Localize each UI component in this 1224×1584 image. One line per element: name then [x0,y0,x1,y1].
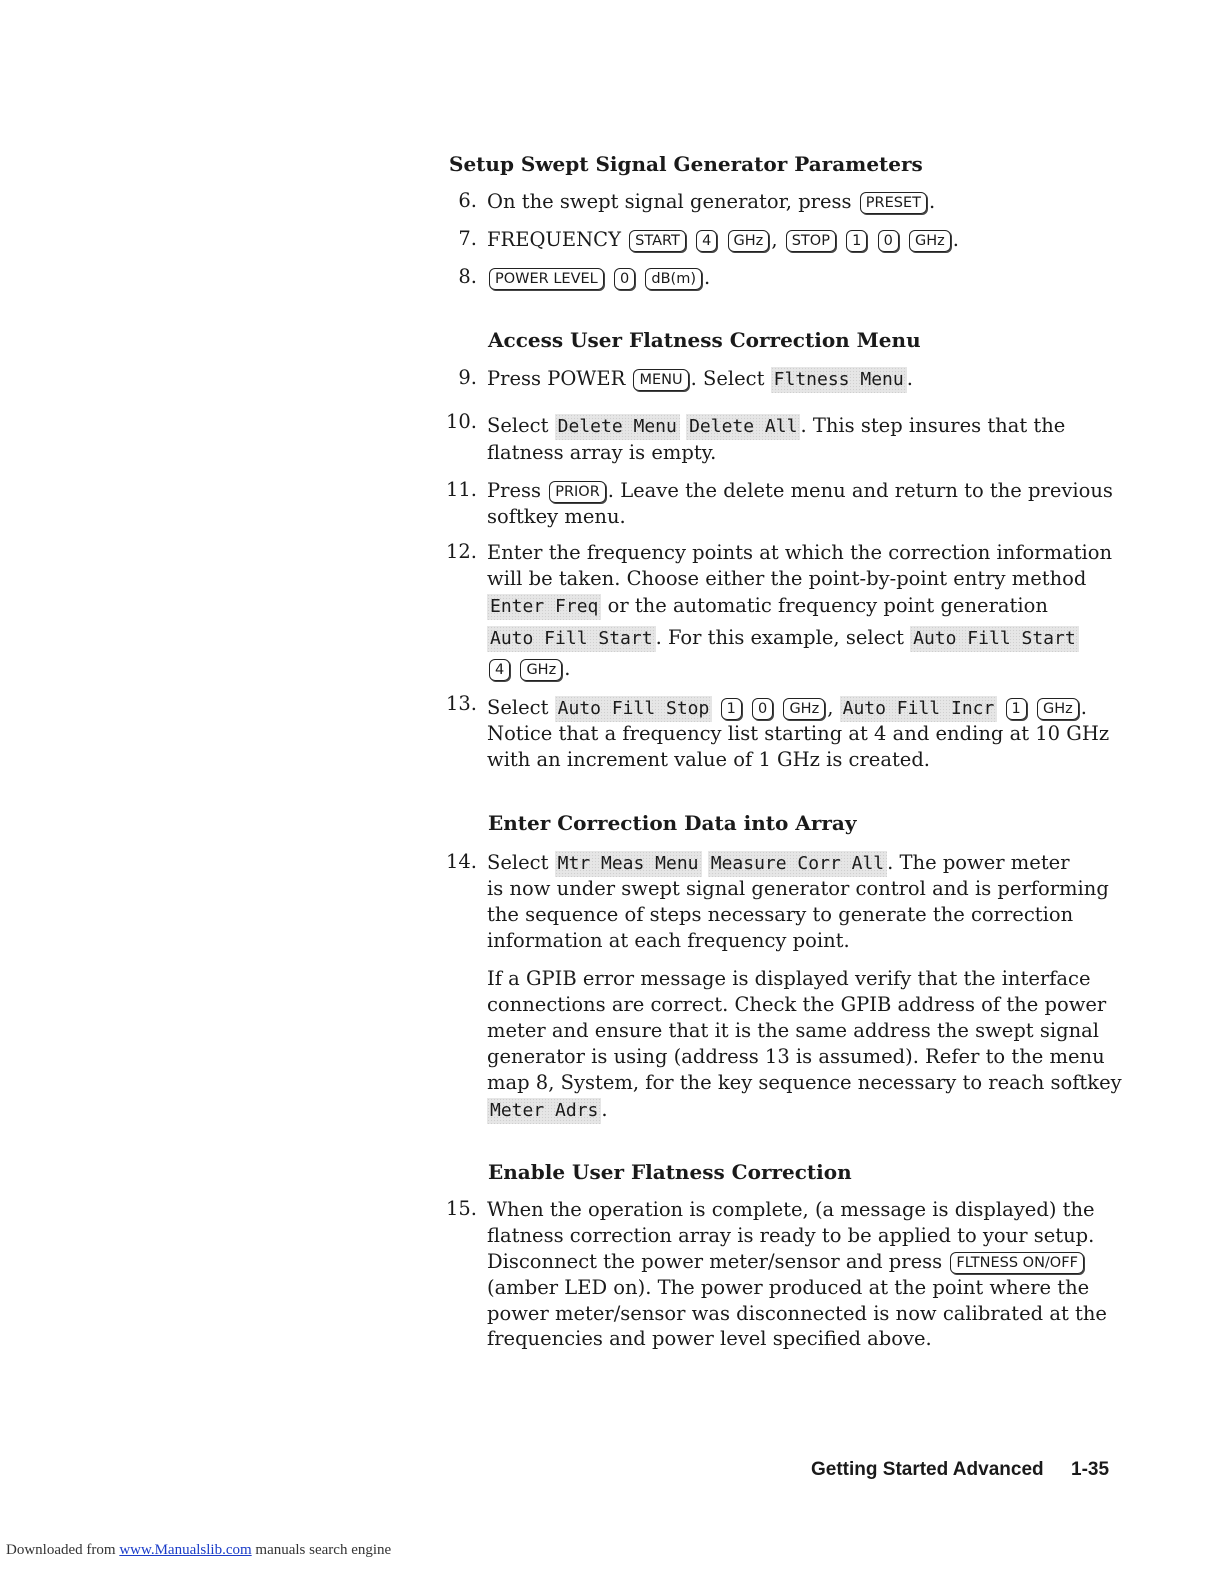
step-14-line-4: information at each frequency point. [487,929,850,952]
step-text: . [1080,696,1087,719]
step-11-cont: softkey menu. [487,505,626,528]
auto-fill-stop-softkey[interactable]: Auto Fill Stop [555,696,713,722]
step-number: 8. [458,265,477,288]
step-15-line-6: frequencies and power level specified above. [487,1327,932,1350]
digit-1-key[interactable]: 1 [1006,698,1027,720]
mtr-meas-menu-softkey[interactable]: Mtr Meas Menu [555,851,702,877]
step-12-line-2: will be taken. Choose either the point-by-point entry method [487,567,1087,590]
step-number: 14. [445,850,477,873]
step-number: 11. [445,478,477,501]
step-10 [487,413,1065,440]
step-7 [487,227,959,253]
gpib-line-4: generator is using (address 13 is assumed). Refer to the menu [487,1045,1105,1068]
ghz-key[interactable]: GHz [520,659,562,681]
section-heading-enter: Enter Correction Data into Array [488,811,857,835]
delete-all-softkey[interactable]: Delete All [686,414,800,440]
digit-4-key[interactable]: 4 [489,659,510,681]
footer-title: Getting Started Advanced [811,1459,1044,1480]
step-12-line-3 [487,593,1048,620]
measure-corr-all-softkey[interactable]: Measure Corr All [708,851,887,877]
step-text: Press [487,479,541,502]
download-notice [6,1542,391,1559]
step-14-line-3: the sequence of steps necessary to generate the correction [487,903,1074,926]
stop-key[interactable]: STOP [786,230,836,252]
step-12-line-4 [487,625,1079,652]
step-text: . [564,657,571,680]
digit-1-key[interactable]: 1 [721,698,742,720]
step-13-line-2: Notice that a frequency list starting at 4 and ending at 10 GHz [487,722,1110,745]
step-8 [487,265,710,291]
step-text: . [601,1098,608,1121]
step-number: 7. [458,227,477,250]
step-text: . For this example, select [655,626,904,649]
step-text: . [952,228,959,251]
section-heading-access: Access User Flatness Correction Menu [488,328,921,352]
step-9 [487,366,913,393]
step-10-cont: flatness array is empty. [487,441,717,464]
step-number: 12. [445,540,477,563]
step-text: or the automatic frequency point generation [607,594,1048,617]
digit-4-key[interactable]: 4 [696,230,717,252]
step-15-line-1: When the operation is complete, (a message is displayed) the [487,1198,1095,1221]
step-text: Select [487,414,549,437]
gpib-line-2: connections are correct. Check the GPIB address of the power [487,993,1107,1016]
ghz-key[interactable]: GHz [783,698,825,720]
start-key[interactable]: START [629,230,686,252]
step-text: . [928,190,936,213]
step-13-line-3: with an increment value of 1 GHz is created. [487,748,931,771]
meter-adrs-softkey[interactable]: Meter Adrs [487,1098,601,1124]
step-11 [487,478,1113,504]
delete-menu-softkey[interactable]: Delete Menu [555,414,680,440]
step-text: . Select [690,367,765,390]
step-15-line-2: flatness correction array is ready to be applied to your setup. [487,1224,1095,1247]
step-text: . [703,266,711,289]
preset-key[interactable]: PRESET [860,192,927,214]
step-15-line-3 [487,1249,1086,1275]
fltness-on-off-key[interactable]: FLTNESS ON/OFF [950,1252,1084,1274]
step-text: Disconnect the power meter/sensor and press [487,1250,943,1273]
step-text: Press POWER [487,367,626,390]
section-heading-setup: Setup Swept Signal Generator Parameters [449,152,923,176]
step-number: 10. [445,410,477,433]
step-text: , [771,228,778,251]
step-text: Select [487,696,549,719]
ghz-key[interactable]: GHz [1037,698,1079,720]
menu-key[interactable]: MENU [633,369,688,391]
auto-fill-incr-softkey[interactable]: Auto Fill Incr [840,696,998,722]
step-15-line-4: (amber LED on). The power produced at the point where the [487,1276,1090,1299]
dbm-key[interactable]: dB(m) [645,268,702,290]
step-number: 9. [458,366,477,389]
step-text: . This step insures that the [800,414,1066,437]
step-6 [487,189,935,215]
fltness-menu-softkey[interactable]: Fltness Menu [771,367,907,393]
step-14-line-1 [487,850,1070,877]
gpib-line-6 [487,1097,608,1124]
step-text: . The power meter [887,851,1070,874]
page-number: 1-35 [1071,1459,1110,1480]
auto-fill-start-softkey[interactable]: Auto Fill Start [487,626,656,652]
auto-fill-start-softkey[interactable]: Auto Fill Start [910,626,1079,652]
step-text: . [906,367,913,390]
download-suffix: manuals search engine [255,1542,392,1558]
manualslib-link[interactable]: www.Manualslib.com [119,1542,252,1558]
step-text: , [827,696,834,719]
step-14-line-2: is now under swept signal generator control and is performing [487,877,1109,900]
step-number: 15. [445,1197,477,1220]
step-13-line-1 [487,695,1087,722]
ghz-key[interactable]: GHz [909,230,951,252]
ghz-key[interactable]: GHz [728,230,770,252]
gpib-line-5: map 8, System, for the key sequence necessary to reach softkey [487,1071,1122,1094]
prior-key[interactable]: PRIOR [549,481,606,503]
gpib-line-1: If a GPIB error message is displayed verify that the interface [487,967,1091,990]
digit-1-key[interactable]: 1 [846,230,867,252]
step-12-line-5 [487,656,570,682]
power-level-key[interactable]: POWER LEVEL [489,268,604,290]
digit-0-key[interactable]: 0 [878,230,899,252]
digit-0-key[interactable]: 0 [614,268,635,290]
step-number: 6. [458,189,477,212]
gpib-line-3: meter and ensure that it is the same address the swept signal [487,1019,1099,1042]
step-15-line-5: power meter/sensor was disconnected is now calibrated at the [487,1302,1107,1325]
digit-0-key[interactable]: 0 [752,698,773,720]
step-text: FREQUENCY [487,228,621,251]
step-text: On the swept signal generator, press [487,190,852,213]
section-heading-enable: Enable User Flatness Correction [488,1160,852,1184]
step-text: . Leave the delete menu and return to the previous [607,479,1113,502]
download-prefix: Downloaded from [6,1542,116,1558]
step-12-line-1: Enter the frequency points at which the correction information [487,541,1113,564]
enter-freq-softkey[interactable]: Enter Freq [487,594,601,620]
step-number: 13. [445,692,477,715]
step-text: Select [487,851,549,874]
